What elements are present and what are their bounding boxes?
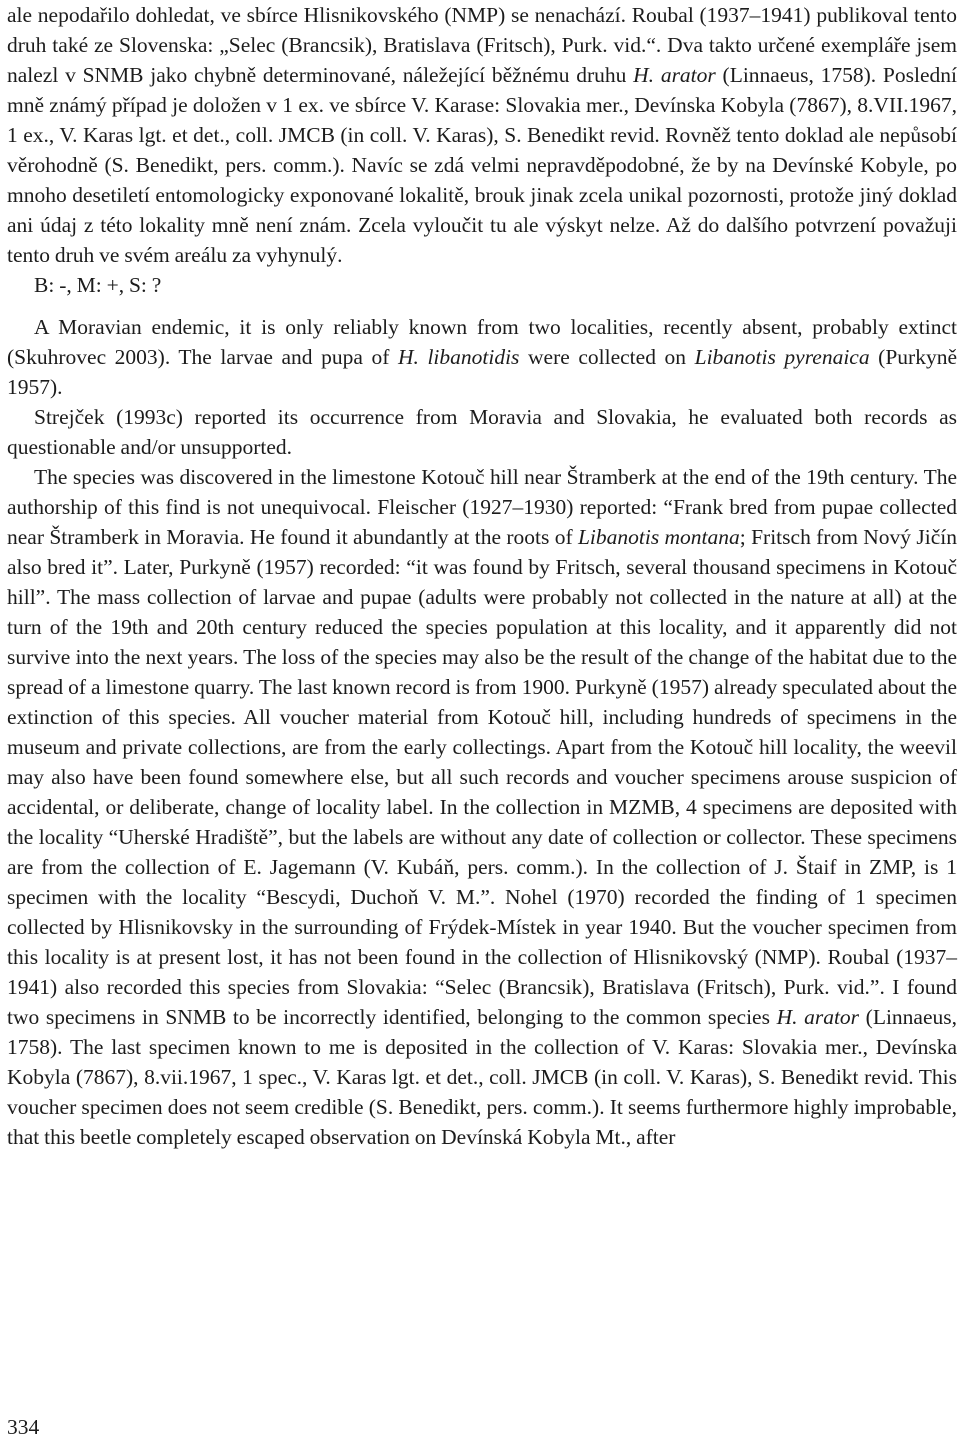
czech-section: [7, 0, 957, 300]
distribution-status: B: -, M: +, S: ?: [34, 273, 162, 297]
english-section: [7, 312, 957, 1152]
page-number: 334: [7, 1415, 40, 1439]
english-paragraph-2: Strejček (1993c) reported its occurrence from Moravia and Slovakia, he evaluated both records as questionable and/or unsupported.: [7, 405, 957, 459]
taxon-name: H. arator: [633, 63, 716, 87]
english-paragraph-1: A Moravian endemic, it is only reliably known from two localities, recently absent, probably extinct (Skuhrovec 2003). The larvae and pupa of H. libanotidis were collected on Libanotis pyrenaica (Purkyně 1957).: [7, 315, 958, 399]
czech-paragraph: ale nepodařilo dohledat, ve sbírce Hlisnikovského (NMP) se nenachází. Roubal (1937–1941) publikoval tento druh také ze Slovenska: „Selec (Brancsik), Bratislava (Fritsch), Purk. vid.“. Dva takto určené exempláře jsem nalezl v SNMB jako chybně determinované, náležející běžnému druhu H. arator (Linnaeus, 1758). Poslední mně známý případ je doložen v 1 ex. ve sbírce V. Karase: Slovakia mer., Devínska Kobyla (7867), 8.VII.1967, 1 ex., V. Karas lgt. et det., coll. JMCB (in coll. V. Karas), S. Benedikt revid. Rovněž tento doklad ale nepůsobí věrohodně (S. Benedikt, pers. comm.). Navíc se zdá velmi nepravděpodobné, že by na Devínské Kobyle, po mnoho desetiletí entomologicky exponované lokalitě, brouk jinak zcela unikal pozornosti, protože jiný doklad ani údaj z této lokality mně není znám. Zcela vyloučit tu ale výskyt nelze. Až do dalšího potvrzení považuji tento druh ve svém areálu za vyhynulý.: [7, 3, 957, 267]
taxon-name: Libanotis montana: [577, 525, 740, 549]
taxon-name: H. libanotidis: [397, 345, 520, 369]
english-paragraph-3: The species was discovered in the limestone Kotouč hill near Štramberk at the end of the 19th century. The authorship of this find is not unequivocal. Fleischer (1927–1930) reported: “Frank bred from pupae collected near Štramberk in Moravia. He found it abundantly at the roots of Libanotis montana; Fritsch from Nový Jičín also bred it”. Later, Purkyně (1957) recorded: “it was found by Fritsch, several thousand specimens in Kotouč hill”. The mass collection of larvae and pupae (adults were probably not collected in the nature at all) at the turn of the 19th and 20th century reduced the species population at this locality, and it apparently did not survive into the next years. The loss of the species may also be the result of the change of the habitat due to the spread of a limestone quarry. The last known record is from 1900. Purkyně (1957) already speculated about the extinction of this species. All voucher material from Kotouč hill, including hundreds of specimens in the museum and private collections, are from the early collectings. Apart from the Kotouč hill locality, the weevil may also have been found somewhere else, but all such records and voucher specimens arouse suspicion of accidental, or deliberate, change of locality label. In the collection in MZMB, 4 specimens are deposited with the locality “Uherské Hradiště”, but the labels are without any date of collection or collector. These specimens are from the collection of E. Jagemann (V. Kubáň, pers. comm.). In the collection of J. Štaif in ZMP, is 1 specimen with the locality “Bescydi, Duchoň V. M.”. Nohel (1970) recorded the finding of 1 specimen collected by Hlisnikovsky in the surrounding of Frýdek-Místek in year 1940. But the voucher specimen from this locality is at present lost, it has not been found in the collection of Hlisnikovský (NMP). Roubal (1937–1941) also recorded this species from Slovakia: “Selec (Brancsik), Bratislava (Fritsch), Purk. vid.”. I found two specimens in SNMB to be incorrectly identified, belonging to the common species H. arator (Linnaeus, 1758). The last specimen known to me is deposited in the collection of V. Karas: Slovakia mer., Devínska Kobyla (7867), 8.vii.1967, 1 spec., V. Karas lgt. et det., coll. JMCB (in coll. V. Karas), S. Benedikt revid. This voucher specimen does not seem credible (S. Benedikt, pers. comm.). It seems furthermore highly improbable, that this beetle completely escaped observation on Devínská Kobyla Mt., after: [7, 465, 958, 1149]
taxon-name: H. arator: [776, 1005, 860, 1029]
page-body: [7, 0, 957, 1152]
taxon-name: Libanotis pyrenaica: [694, 345, 870, 369]
